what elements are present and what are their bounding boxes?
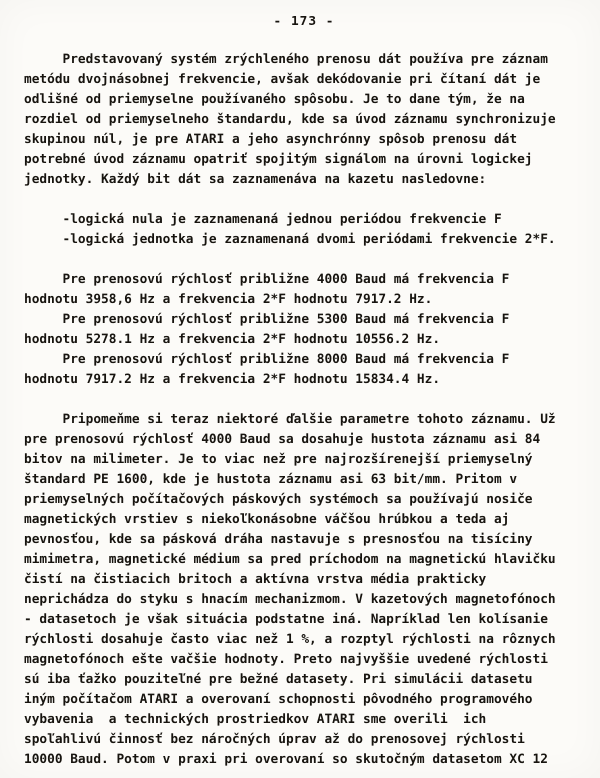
text-line: magnetických vrstiev s niekoľkonásobne váčšou hrúbkou a teda aj [24, 512, 510, 527]
text-line: Pre prenosovú rýchlosť približne 8000 Baud má frekvencia F [24, 352, 510, 367]
text-line: spoľahlivú činnosť bez náročných úprav až do prenosovej rýchlosti [24, 732, 525, 747]
text-line: hodnotu 7917.2 Hz a frekvencia 2*F hodnotu 15834.4 Hz. [24, 372, 441, 387]
text-line: Pre prenosovú rýchlosť približne 4000 Baud má frekvencia F [24, 272, 510, 287]
paragraph-intro [24, 50, 584, 190]
text-line: odlišné od priemyselne používaného spôsobu. Je to dane tým, že na [24, 92, 525, 107]
text-line: -logická jednotka je zaznamenaná dvomi periódami frekvencie 2*F. [24, 232, 556, 247]
text-line: sú iba ťažko pouziteľné pre bežné datasety. Pri simulácii datasetu [24, 672, 533, 687]
text-line: bitov na milimeter. Je to viac než pre najrozšírenejší priemyselný [24, 452, 533, 467]
paragraph-record-parameters [24, 410, 584, 770]
text-line: neprichádza do styku s hnacím mechanizmom. V kazetových magnetofónoch [24, 592, 556, 607]
text-line: pevnosťou, kde sa pásková dráha nastavuje s presnosťou na tisíciny [24, 532, 533, 547]
paragraph-bit-encoding-list [24, 210, 584, 250]
text-line: hodnotu 3958,6 Hz a frekvencia 2*F hodnotu 7917.2 Hz. [24, 292, 433, 307]
text-line: pre prenosovú rýchlosť 4000 Baud sa dosahuje hustota záznamu asi 84 [24, 432, 541, 447]
text-line: Pre prenosovú rýchlosť približne 5300 Baud má frekvencia F [24, 312, 510, 327]
text-line: štandard PE 1600, kde je hustota záznamu asi 63 bit/mm. Pritom v [24, 472, 518, 487]
text-line: potrebné úvod záznamu opatriť spojitým signálom na úrovni logickej [24, 152, 533, 167]
text-line: iným počítačom ATARI a overovaní schopnosti pôvodného programového [24, 692, 533, 707]
page-number-header: - 173 - [273, 14, 335, 29]
document-body [24, 50, 584, 770]
text-line: rýchlosti dosahuje často viac než 1 %, a rozptyl rýchlosti na rôznych [24, 632, 556, 647]
text-line: jednotky. Každý bit dát sa zaznamenáva na kazetu nasledovne: [24, 172, 487, 187]
text-line: metódu dvojnásobnej frekvencie, avšak dekódovanie pri čítaní dát je [24, 72, 541, 87]
text-line: - datasetoch je však situácia podstatne iná. Napríklad len kolísanie [24, 612, 548, 627]
text-line: hodnotu 5278.1 Hz a frekvencia 2*F hodnotu 10556.2 Hz. [24, 332, 441, 347]
text-line: mimimetra, magnetické médium sa pred príchodom na magnetickú hlavičku [24, 552, 556, 567]
paragraph-baud-frequencies [24, 270, 584, 390]
text-line: magnetofónoch ešte vačšie hodnoty. Preto najvyššie uvedené rýchlosti [24, 652, 548, 667]
text-line: Pripomeňme si teraz niektoré ďalšie parametre tohoto záznamu. Už [24, 412, 556, 427]
text-line: 10000 Baud. Potom v praxi pri overovaní so skutočným datasetom XC 12 [24, 752, 548, 767]
text-line: vybavenia a technických prostriedkov ATARI sme overili ich [24, 712, 487, 727]
text-line: -logická nula je zaznamenaná jednou periódou frekvencie F [24, 212, 502, 227]
text-line: čistí na čistiacich britoch a aktívna vrstva média prakticky [24, 572, 487, 587]
text-line: Predstavovaný systém zrýchleného prenosu dát používa pre záznam [24, 52, 548, 67]
text-line: rozdiel od priemyselneho štandardu, kde sa úvod záznamu synchronizuje [24, 112, 556, 127]
text-line: skupinou núl, je pre ATARI a jeho asynchrónny spôsob prenosu dát [24, 132, 518, 147]
text-line: priemyselných počítačových páskových systémoch sa používajú nosiče [24, 492, 533, 507]
